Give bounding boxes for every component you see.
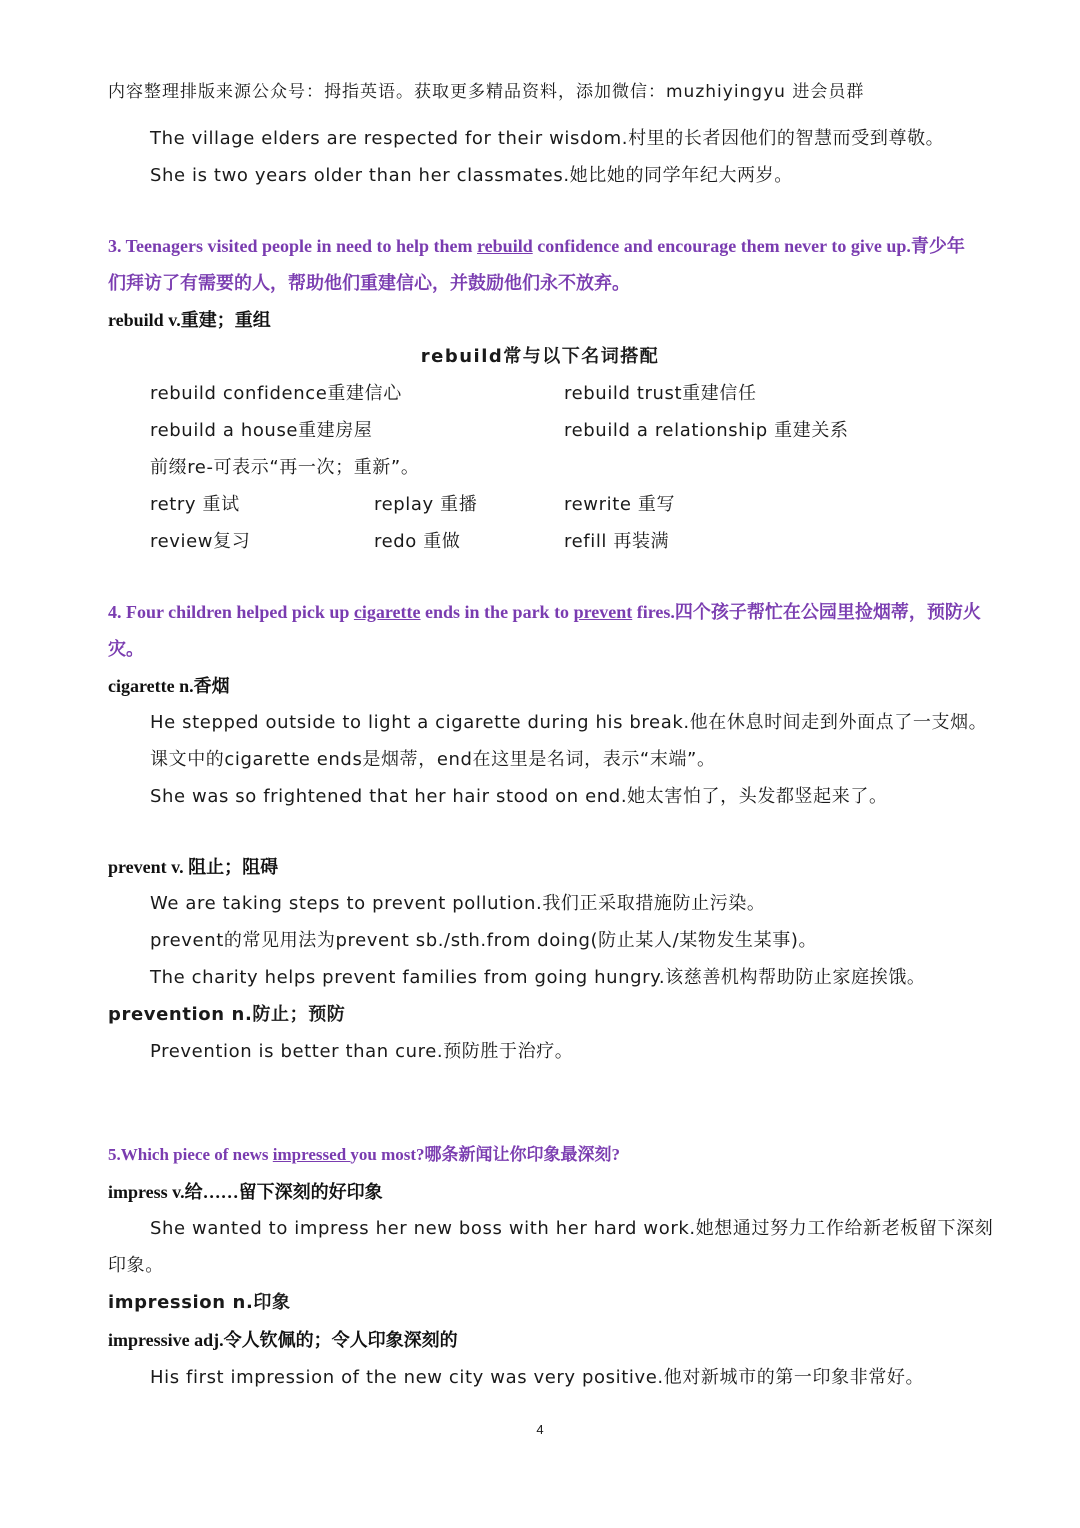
term-impressive: impressive adj.令人钦佩的；令人印象深刻的 (108, 1330, 458, 1350)
prefix-note: 前缀re-可表示“再一次；重新”。 (150, 457, 420, 478)
keyword-impressed: impressed (272, 1145, 351, 1164)
collocation-item: rebuild confidence重建信心 (150, 383, 402, 404)
heading-text: 4. Four children helped pick up (108, 602, 354, 622)
prefix-word: redo 重做 (374, 531, 461, 552)
collocation-item: rebuild a house重建房屋 (150, 420, 373, 441)
term-impression: impression n.印象 (108, 1292, 291, 1313)
example-sentence: Prevention is better than cure.预防胜于治疗。 (150, 1041, 574, 1062)
sentence-4-heading (108, 600, 981, 624)
example-sentence: She was so frightened that her hair stood on end.她太害怕了，头发都竖起来了。 (150, 786, 888, 807)
sentence-3-heading (108, 234, 965, 258)
term-cigarette: cigarette n.香烟 (108, 676, 230, 696)
usage-note: 课文中的cigarette ends是烟蒂，end在这里是名词，表示“末端”。 (150, 749, 716, 770)
heading-text: 5.Which piece of news (108, 1145, 273, 1164)
example-sentence: The village elders are respected for their wisdom.村里的长者因他们的智慧而受到尊敬。 (150, 128, 945, 149)
term-prevention: prevention n.防止；预防 (108, 1004, 346, 1025)
example-sentence-continued: 印象。 (108, 1255, 164, 1276)
prefix-word: review复习 (150, 531, 251, 552)
term-prevent: prevent v. 阻止；阻碍 (108, 857, 279, 877)
page-number: 4 (536, 1422, 544, 1437)
prefix-word: refill 再装满 (564, 531, 670, 552)
prefix-word: rewrite 重写 (564, 494, 676, 515)
collocation-item: rebuild a relationship 重建关系 (564, 420, 849, 441)
example-sentence: He stepped outside to light a cigarette during his break.他在休息时间走到外面点了一支烟。 (150, 712, 988, 733)
heading-text: fires.四个孩子帮忙在公园里捡烟蒂，预防火 (632, 602, 981, 622)
prefix-word: retry 重试 (150, 494, 240, 515)
heading-text: 3. Teenagers visited people in need to help them (108, 236, 478, 256)
prefix-word: replay 重播 (374, 494, 478, 515)
heading-text: confidence and encourage them never to give up.青少年 (532, 236, 965, 256)
example-sentence: His first impression of the new city was very positive.他对新城市的第一印象非常好。 (150, 1367, 925, 1388)
collocation-item: rebuild trust重建信任 (564, 383, 757, 404)
heading-text: you most?哪条新闻让你印象最深刻? (350, 1145, 621, 1164)
keyword-cigarette: cigarette (353, 602, 421, 622)
term-rebuild: rebuild v.重建；重组 (108, 310, 271, 330)
example-sentence: We are taking steps to prevent pollution.我们正采取措施防止污染。 (150, 893, 766, 914)
term-impress: impress v.给……留下深刻的好印象 (108, 1182, 383, 1202)
page-header-source: 内容整理排版来源公众号：拇指英语。获取更多精品资料，添加微信：muzhiyingyu 进会员群 (108, 82, 865, 102)
usage-note: prevent的常见用法为prevent sb./sth.from doing(防止某人/某物发生某事)。 (150, 930, 818, 951)
sentence-3-translation: 们拜访了有需要的人，帮助他们重建信心，并鼓励他们永不放弃。 (108, 273, 630, 293)
heading-text: ends in the park to (420, 602, 574, 622)
example-sentence: She wanted to impress her new boss with her hard work.她想通过努力工作给新老板留下深刻 (150, 1218, 994, 1239)
example-sentence: The charity helps prevent families from going hungry.该慈善机构帮助防止家庭挨饿。 (150, 967, 926, 988)
sentence-4-translation: 灾。 (108, 639, 144, 659)
keyword-prevent: prevent (573, 602, 633, 622)
sentence-5-heading (108, 1143, 620, 1167)
collocation-title: rebuild常与以下名词搭配 (420, 346, 660, 367)
keyword-rebuild: rebuild (477, 236, 533, 256)
example-sentence: She is two years older than her classmates.她比她的同学年纪大两岁。 (150, 165, 793, 186)
